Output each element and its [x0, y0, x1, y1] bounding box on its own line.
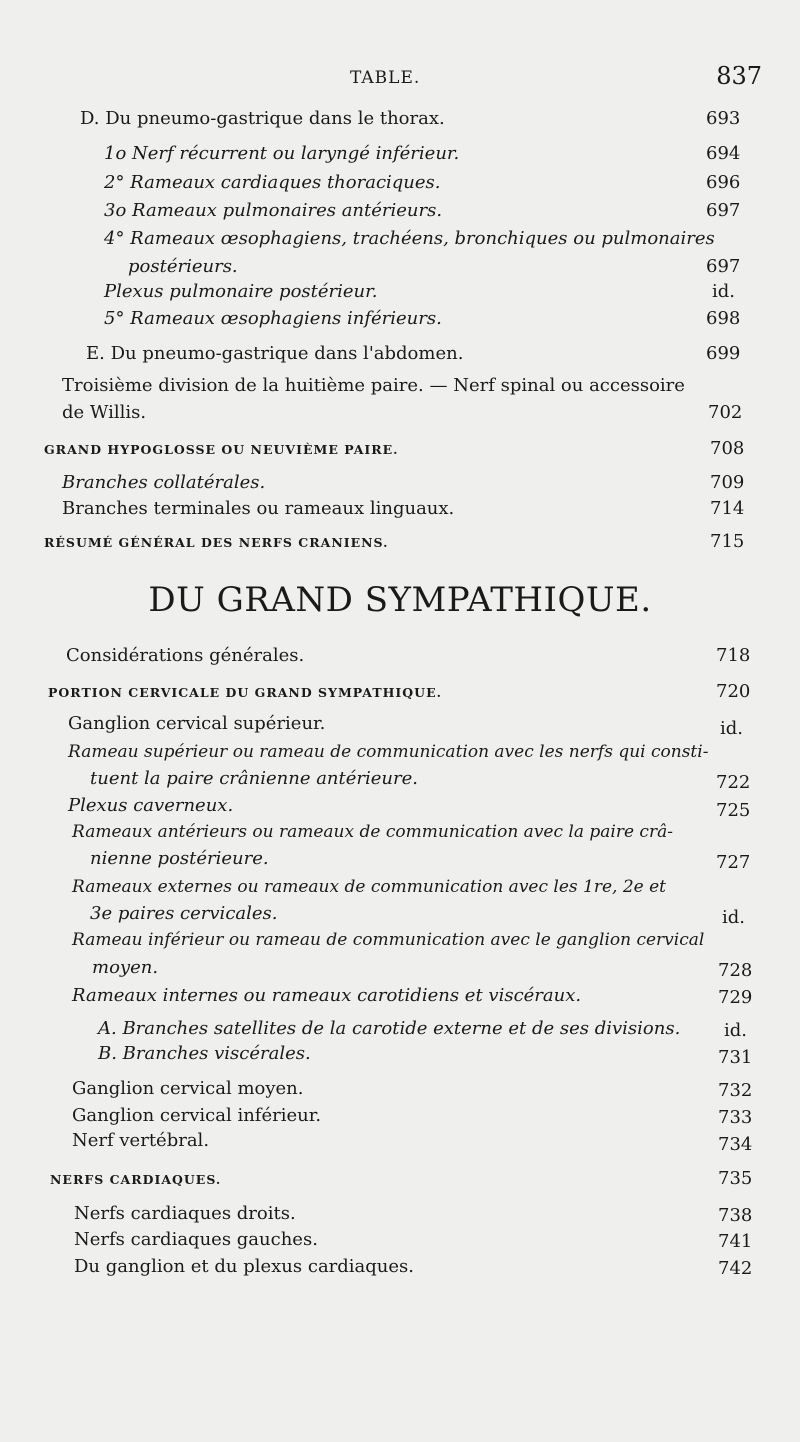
toc-entry-text: de Willis. — [62, 402, 147, 423]
toc-entry-text: Rameaux antérieurs ou rameaux de communication avec la paire crâ- — [72, 822, 673, 842]
toc-entry — [68, 713, 325, 734]
toc-entry-text: tuent la paire crânienne antérieure. — [90, 768, 418, 789]
toc-entry-page: id. — [724, 1020, 748, 1041]
toc-entry-page: 722 — [716, 772, 751, 793]
toc-entry — [92, 957, 158, 978]
toc-entry-text: nienne postérieure. — [90, 848, 269, 869]
toc-entry — [72, 1078, 304, 1099]
toc-entry — [66, 645, 304, 666]
toc-entry — [72, 930, 704, 950]
toc-entry — [90, 848, 269, 869]
toc-entry-page: 729 — [718, 987, 753, 1008]
toc-section-heading — [44, 442, 399, 457]
toc-entry — [80, 108, 445, 129]
toc-entry-text: 5° Rameaux œsophagiens inférieurs. — [104, 308, 442, 329]
toc-entry-text: Du ganglion et du plexus cardiaques. — [74, 1256, 415, 1277]
toc-entry-text: Ganglion cervical inférieur. — [72, 1105, 322, 1126]
toc-entry-text: Troisième division de la huitième paire. — Nerf spinal ou accessoire — [62, 375, 685, 396]
toc-entry — [68, 742, 708, 762]
toc-entry-text: Plexus pulmonaire postérieur. — [104, 281, 378, 302]
toc-entry — [72, 877, 666, 897]
toc-entry-text: 3e paires cervicales. — [90, 903, 278, 924]
toc-section-heading — [48, 685, 442, 700]
toc-entry-page: 728 — [718, 960, 753, 981]
toc-entry-text: Branches collatérales. — [62, 472, 266, 493]
page-number: 837 — [716, 62, 762, 90]
toc-entry-page: 742 — [718, 1258, 753, 1279]
toc-entry-page: 734 — [718, 1134, 753, 1155]
toc-entry-page: 699 — [706, 343, 741, 364]
toc-entry-text: Nerf vertébral. — [72, 1130, 210, 1151]
toc-entry-text: Nerfs cardiaques gauches. — [74, 1229, 318, 1250]
toc-entry — [104, 143, 459, 164]
toc-entry-page: 698 — [706, 308, 741, 329]
toc-entry — [86, 343, 463, 364]
toc-entry-text: Considérations générales. — [66, 645, 305, 666]
page-header — [0, 62, 800, 102]
running-title: TABLE. — [350, 68, 421, 88]
toc-entry-text: D. Du pneumo-gastrique dans le thorax. — [80, 108, 445, 129]
toc-entry-text: 1o Nerf récurrent ou laryngé inférieur. — [104, 143, 460, 164]
toc-entry — [74, 1256, 414, 1277]
toc-entry-page: 741 — [718, 1231, 753, 1252]
toc-entry-text: E. Du pneumo-gastrique dans l'abdomen. — [86, 343, 464, 364]
toc-entry-text: postérieurs. — [128, 256, 238, 277]
toc-entry — [128, 256, 238, 277]
toc-entry — [62, 498, 454, 519]
toc-entry-text: moyen. — [92, 957, 159, 978]
toc-entry — [72, 985, 581, 1006]
toc-entry-text: Ganglion cervical supérieur. — [68, 713, 326, 734]
toc-entry-page: 693 — [706, 108, 741, 129]
toc-entry-text: 2° Rameaux cardiaques thoraciques. — [104, 172, 441, 193]
toc-entry-page: 694 — [706, 143, 741, 164]
toc-entry — [62, 472, 265, 493]
toc-entry-text: B. Branches viscérales. — [98, 1043, 311, 1064]
toc-entry-page: id. — [720, 718, 744, 739]
toc-entry-page: 696 — [706, 172, 741, 193]
toc-entry — [62, 375, 685, 396]
toc-entry-text: 4° Rameaux œsophagiens, trachéens, bronchiques ou pulmonaires — [104, 228, 715, 249]
toc-entry-page: 733 — [718, 1107, 753, 1128]
toc-entry-text: GRAND HYPOGLOSSE OU NEUVIÈME PAIRE. — [44, 442, 399, 457]
toc-entry-page: 708 — [710, 438, 745, 459]
toc-entry-page: 720 — [716, 681, 751, 702]
toc-entry — [68, 795, 233, 816]
toc-entry — [72, 1105, 321, 1126]
toc-entry-page: 725 — [716, 800, 751, 821]
toc-entry-text: Ganglion cervical moyen. — [72, 1078, 304, 1099]
toc-entry — [74, 1229, 318, 1250]
toc-entry — [104, 172, 441, 193]
toc-entry-text: Rameau inférieur ou rameau de communication avec le ganglion cervical — [72, 930, 705, 950]
toc-entry-page: 709 — [710, 472, 745, 493]
toc-entry-page: 727 — [716, 852, 751, 873]
toc-entry-text: Rameaux internes ou rameaux carotidiens et viscéraux. — [72, 985, 582, 1006]
toc-entry-text: Rameaux externes ou rameaux de communication avec les 1re, 2e et — [72, 877, 667, 897]
toc-entry-text: Branches terminales ou rameaux linguaux. — [62, 498, 455, 519]
toc-entry-page: 732 — [718, 1080, 753, 1101]
toc-entry-page: 714 — [710, 498, 745, 519]
toc-entry-page: 702 — [708, 402, 743, 423]
toc-section-heading — [50, 1172, 221, 1187]
toc-entry — [104, 228, 715, 249]
toc-entry — [104, 308, 442, 329]
toc-entry-page: 731 — [718, 1047, 753, 1068]
toc-entry-page: 715 — [710, 531, 745, 552]
toc-entry — [90, 903, 278, 924]
toc-entry-text: PORTION CERVICALE DU GRAND SYMPATHIQUE. — [48, 685, 442, 700]
toc-entry-page: 718 — [716, 645, 751, 666]
toc-entry-page: 738 — [718, 1205, 753, 1226]
toc-entry — [98, 1043, 311, 1064]
toc-entry — [90, 768, 418, 789]
toc-entry — [74, 1203, 296, 1224]
toc-entry-page: 735 — [718, 1168, 753, 1189]
toc-entry-text: RÉSUMÉ GÉNÉRAL DES NERFS CRANIENS. — [44, 535, 389, 550]
toc-entry-page: 697 — [706, 200, 741, 221]
toc-entry-text: 3o Rameaux pulmonaires antérieurs. — [104, 200, 443, 221]
toc-entry — [104, 281, 378, 302]
toc-entry-page: id. — [712, 281, 736, 302]
toc-entry-page: id. — [722, 907, 746, 928]
section-title: DU GRAND SYMPATHIQUE. — [148, 580, 652, 620]
toc-entry — [98, 1018, 680, 1039]
toc-entry-text: A. Branches satellites de la carotide externe et de ses divisions. — [98, 1018, 681, 1039]
toc-entry-text: Nerfs cardiaques droits. — [74, 1203, 296, 1224]
toc-entry — [62, 402, 146, 423]
toc-entry-text: Plexus caverneux. — [68, 795, 234, 816]
toc-entry — [104, 200, 442, 221]
toc-entry-text: NERFS CARDIAQUES. — [50, 1172, 222, 1187]
toc-entry-page: 697 — [706, 256, 741, 277]
toc-section-heading — [44, 535, 388, 550]
toc-entry — [72, 822, 673, 842]
toc-entry — [72, 1130, 209, 1151]
toc-entry-text: Rameau supérieur ou rameau de communication avec les nerfs qui consti- — [68, 742, 709, 762]
